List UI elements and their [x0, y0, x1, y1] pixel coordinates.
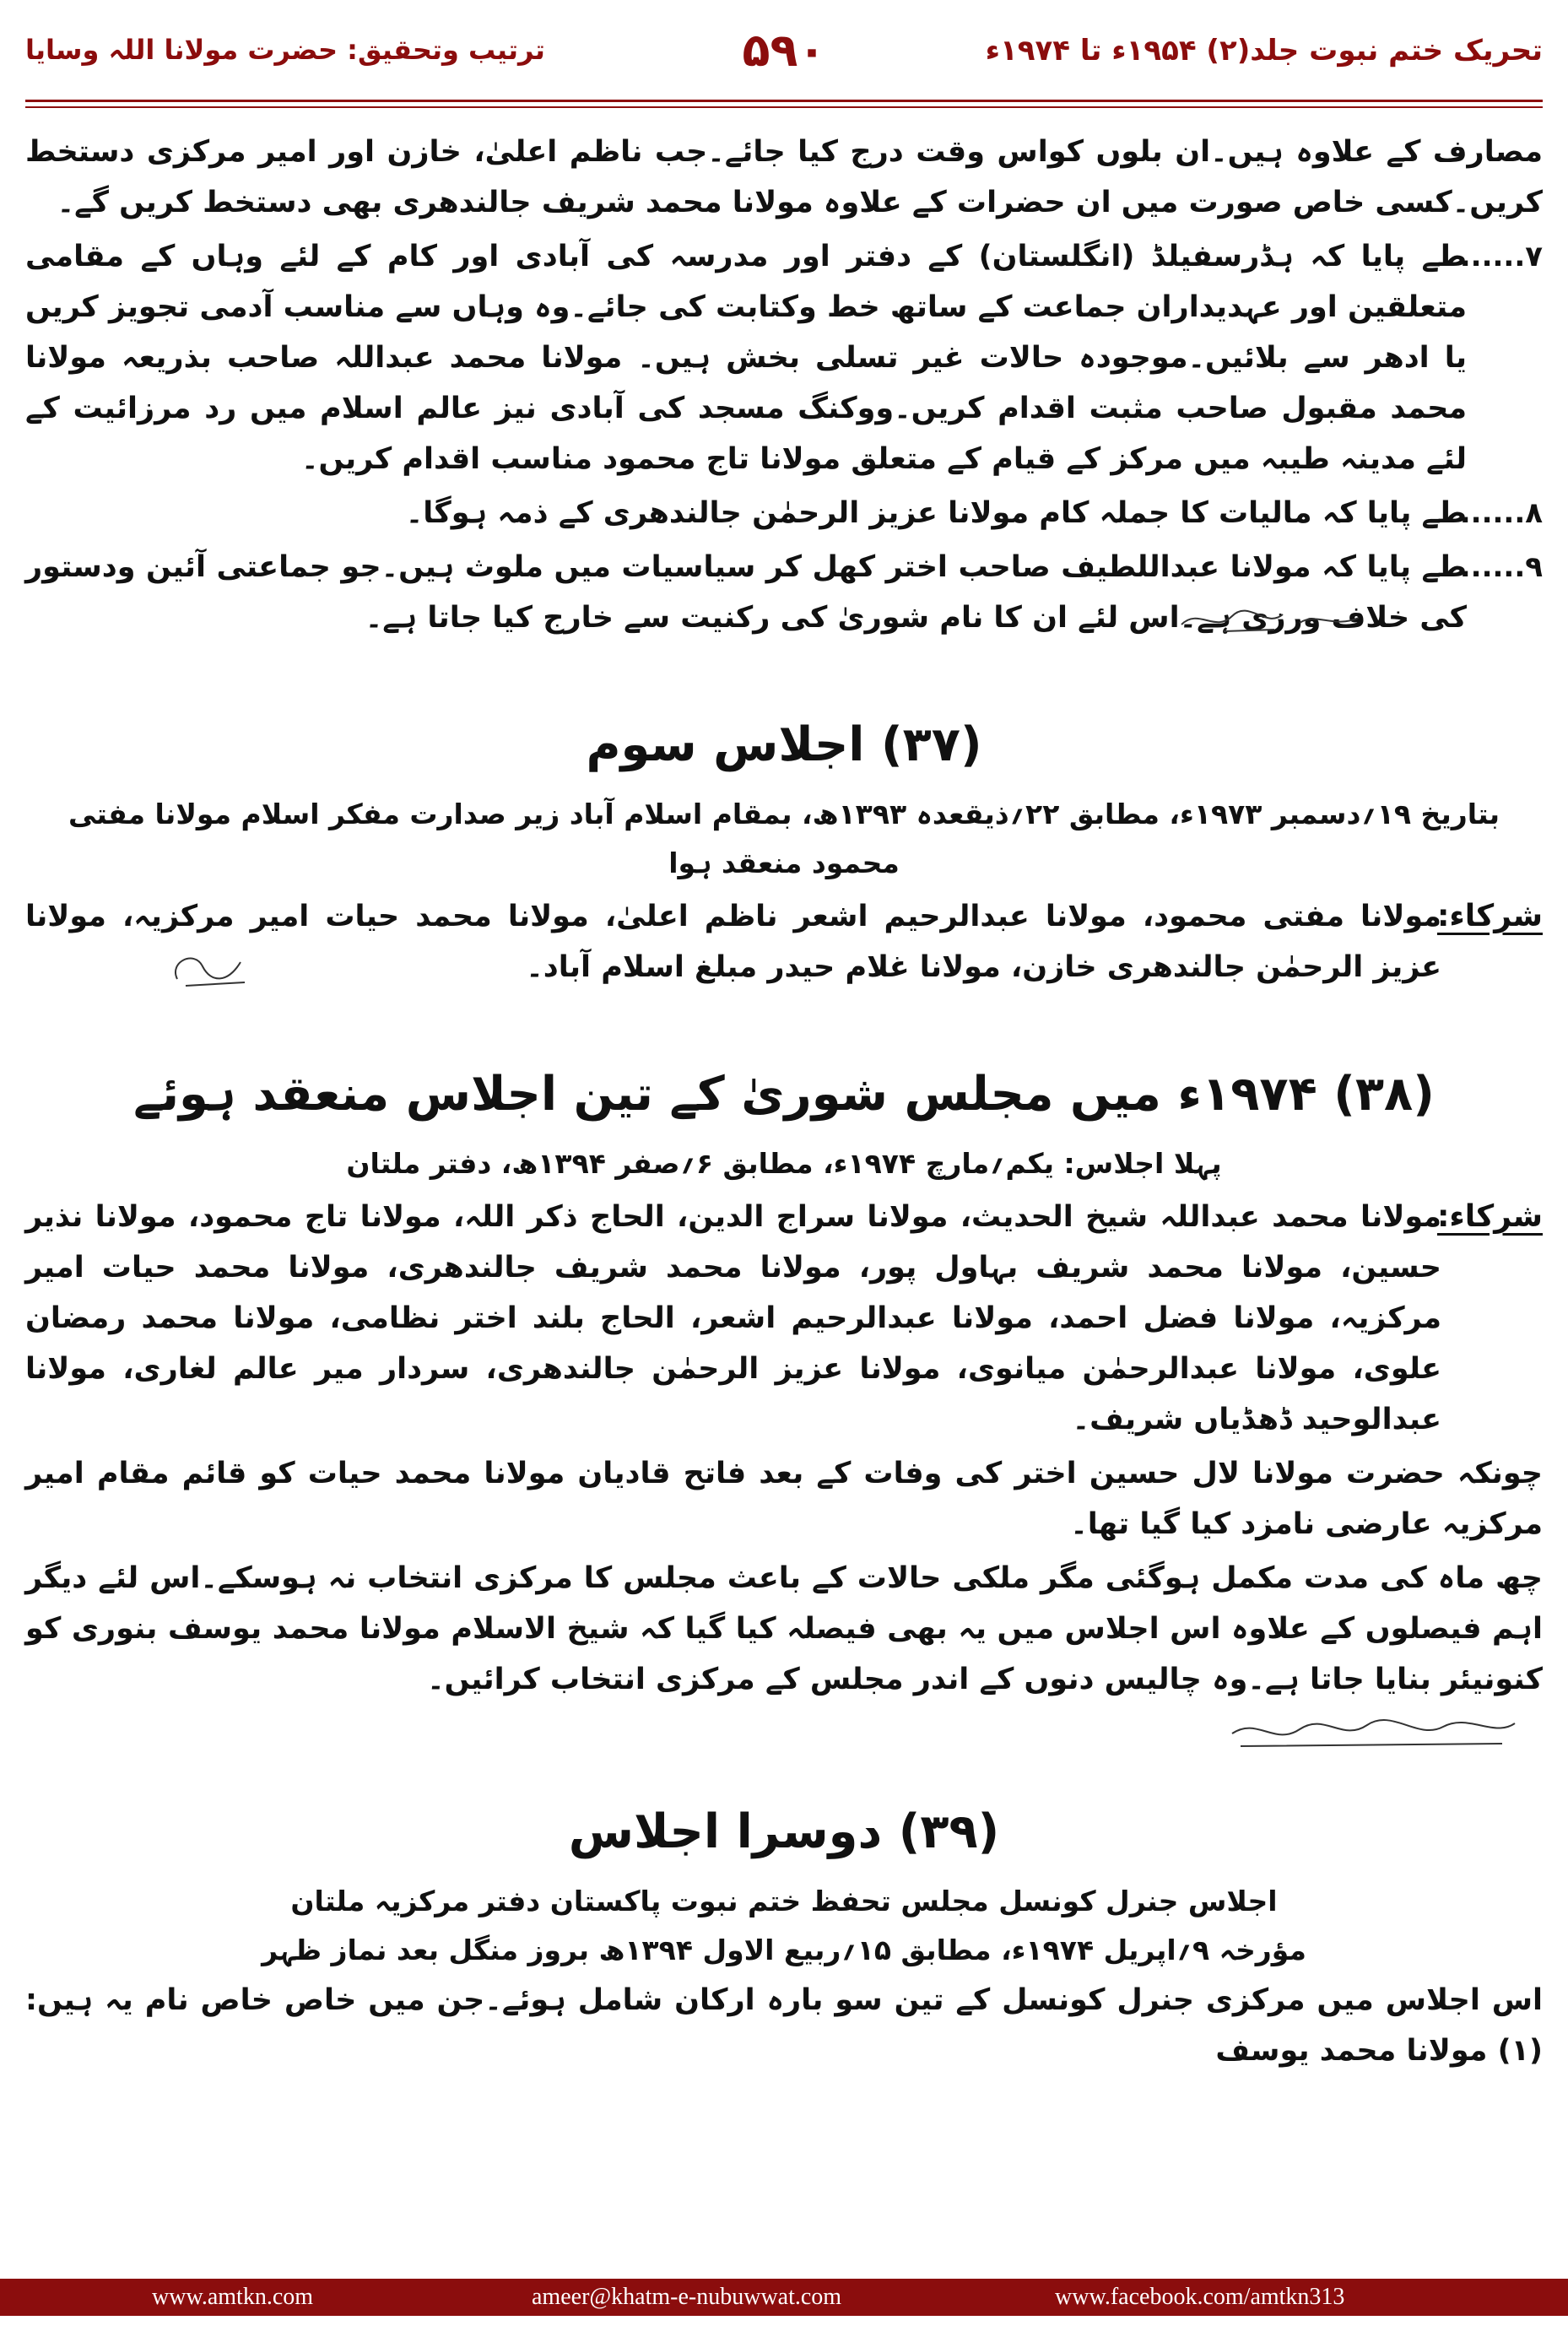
footer-email-link[interactable]: ameer@khatm-e-nubuwwat.com [532, 2284, 842, 2310]
signature-3 [25, 1708, 1543, 1784]
section-38-attendees [25, 1192, 1543, 1445]
item-number: ۹...... [1459, 550, 1543, 584]
page-header [0, 0, 1568, 110]
signature-scribble-icon [1173, 599, 1392, 641]
section-38-body-1: چونکہ حضرت مولانا لال حسین اختر کی وفات کے بعد فاتح قادیان مولانا محمد حیات کو قائم مقام امیر مرکزیہ عارضی نامزد کیا گیا تھا۔ [25, 1457, 1543, 1541]
attendees-list: مولانا مفتی محمود، مولانا عبدالرحیم اشعر ناظم اعلیٰ، مولانا محمد حیات امیر مرکزیہ، مولانا عزیز الرحمٰن جالندھری خازن، مولانا غلام حیدر مبلغ اسلام آباد۔ [25, 900, 1441, 984]
section-39-heading: (۳۹) دوسرا اجلاس [568, 1804, 1000, 1859]
signature-scribble-icon [1224, 1708, 1527, 1759]
book-title: تحریک ختم نبوت جلد(۲) ۱۹۵۴ء تا ۱۹۷۴ء [985, 34, 1543, 68]
attendees-label: شرکاء: [1436, 1199, 1543, 1234]
item-text: طے پایا کہ مولانا عبداللطیف صاحب اختر کھل کر سیاسیات میں ملوث ہیں۔جو جماعتی آئین ودستور کی خلاف ورزی ہے۔اس لئے ان کا نام شوریٰ کی رکنیت سے خارج کیا جاتا ہے۔ [25, 550, 1467, 635]
signature-2 [25, 996, 1543, 1047]
attendees-list: مولانا محمد عبداللہ شیخ الحدیث، مولانا سراج الدین، الحاج ذکر اللہ، مولانا تاج محمود، مولانا نذیر حسین، مولانا محمد شریف بہاول پور، مولانا محمد شریف جالندھری، مولانا محمد حیات امیر مرکزیہ، مولانا فضل احمد، مولانا عبدالرحیم اشعر، الحاج بلند اختر نظامی، مولانا محمد رمضان علوی، مولانا عبدالرحمٰن میانوی، مولانا عزیز الرحمٰن جالندھری، سردار میر عالم لغاری، مولانا عبدالوحید ڈھڈیاں شریف۔ [25, 1200, 1441, 1436]
page-footer [0, 2279, 1568, 2316]
header-divider-thin [25, 106, 1543, 108]
paragraph-intro: مصارف کے علاوہ ہیں۔ان بلوں کواس وقت درج کیا جائے۔جب ناظم اعلیٰ، خازن اور امیر مرکزی دستخط کریں۔کسی خاص صورت میں ان حضرات کے علاوہ مولانا محمد شریف جالندھری بھی دستخط کریں گے۔ [25, 135, 1543, 219]
section-38-heading: (۳۸) ۱۹۷۴ء میں مجلس شوریٰ کے تین اجلاس منعقد ہوئے [133, 1067, 1435, 1122]
section-39-line-1: اجلاس جنرل کونسل مجلس تحفظ ختم نبوت پاکستان دفتر مرکزیہ ملتان [290, 1885, 1278, 1917]
attendees-label: شرکاء: [1436, 899, 1543, 933]
section-37-date: بتاریخ ۱۹؍دسمبر ۱۹۷۳ء، مطابق ۲۲؍ذیقعدہ ۱۳۹۳ھ، بمقام اسلام آباد زیر صدارت مفکر اسلام مولانا مفتی محمود منعقد ہوا [68, 798, 1500, 879]
item-text: طے پایا کہ ہڈرسفیلڈ (انگلستان) کے دفتر اور مدرسہ کی آبادی اور کام کے لئے وہاں کے مقامی متعلقین اور عہدیداران جماعت کے ساتھ خط وکتابت کی جائے۔وہ وہاں سے مناسب آدمی تجویز کریں یا ادھر سے بلائیں۔موجودہ حالات غیر تسلی بخش ہیں۔ مولانا محمد عبداللہ صاحب بذریعہ مولانا محمد مقبول صاحب مثبت اقدام کریں۔ووکنگ مسجد کی آبادی نیز عالم اسلام میں رد مرزائیت کے لئے مدینہ طیبہ میں مرکز کے قیام کے متعلق مولانا تاج محمود مناسب اقدام کریں۔ [25, 240, 1467, 476]
section-39-body: اس اجلاس میں مرکزی جنرل کونسل کے تین سو بارہ ارکان شامل ہوئے۔جن میں خاص خاص نام یہ ہیں: (۱) مولانا محمد یوسف [25, 1983, 1543, 2068]
page-number: ۵۹۰ [742, 24, 826, 77]
section-39-line-2: مؤرخہ ۹؍اپریل ۱۹۷۴ء، مطابق ۱۵؍ربیع الاول ۱۳۹۴ھ بروز منگل بعد نماز ظہر [262, 1934, 1306, 1966]
item-text: طے پایا کہ مالیات کا جملہ کام مولانا عزیز الرحمٰن جالندھری کے ذمہ ہوگا۔ [405, 496, 1467, 530]
signature-scribble-icon [160, 945, 262, 996]
footer-facebook-link[interactable]: www.facebook.com/amtkn313 [1055, 2284, 1345, 2310]
section-37-heading: (۳۷) اجلاس سوم [586, 717, 982, 772]
resolution-item-7 [25, 231, 1543, 484]
section-38-body-2: چھ ماہ کی مدت مکمل ہوگئی مگر ملکی حالات کے باعث مجلس کا مرکزی انتخاب نہ ہوسکے۔اس لئے دیگر اہم فیصلوں کے علاوہ اس اجلاس میں یہ بھی فیصلہ کیا گیا کہ شیخ الاسلام مولانا محمد یوسف بنوری کو کنونیئر بنایا جاتا ہے۔وہ چالیس دنوں کے اندر مجلس کے مرکزی انتخاب کرائیں۔ [25, 1561, 1543, 1696]
page-content [25, 127, 1543, 2228]
section-38-first-session: پہلا اجلاس: یکم؍مارچ ۱۹۷۴ء، مطابق ۶؍صفر ۱۳۹۴ھ، دفتر ملتان [346, 1147, 1222, 1180]
item-number: ۷...... [1459, 240, 1543, 273]
header-divider [25, 100, 1543, 102]
item-number: ۸...... [1459, 496, 1543, 530]
resolution-item-8 [25, 488, 1543, 538]
signature-1 [25, 646, 1543, 697]
compiler-credit: ترتیب وتحقیق: حضرت مولانا اللہ وسایا [25, 34, 545, 66]
footer-website-link[interactable]: www.amtkn.com [152, 2284, 314, 2310]
